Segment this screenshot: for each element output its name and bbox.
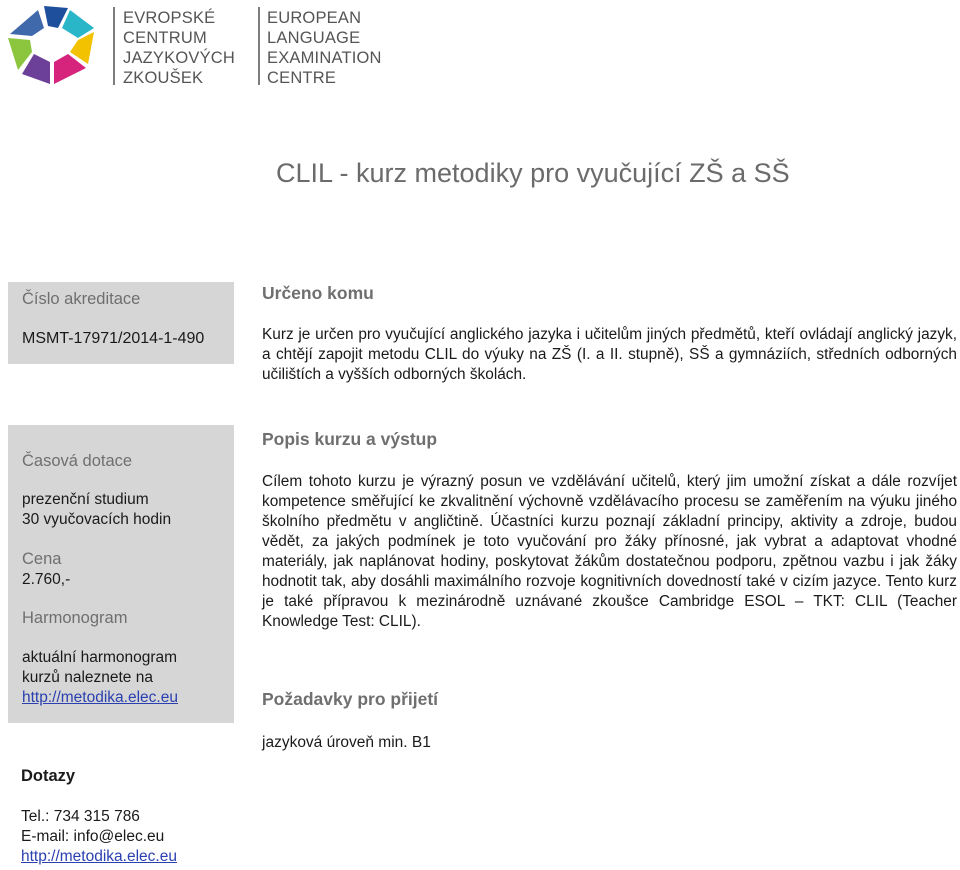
time-line-1: prezenční studium bbox=[22, 491, 149, 508]
logo-line: LANGUAGE bbox=[267, 29, 361, 47]
logo-line: CENTRUM bbox=[123, 29, 207, 47]
accreditation-number: MSMT-17971/2014-1-490 bbox=[22, 330, 205, 347]
requirements-heading: Požadavky pro přijetí bbox=[262, 689, 439, 709]
logo-line: CENTRE bbox=[267, 69, 337, 87]
logo-divider bbox=[258, 7, 260, 85]
logo-line: EVROPSKÉ bbox=[123, 9, 216, 27]
logo-text-en bbox=[267, 8, 382, 88]
description-heading: Popis kurzu a výstup bbox=[262, 429, 438, 449]
contact-phone: Tel.: 734 315 786 bbox=[21, 808, 140, 825]
schedule-line-2: kurzů naleznete na bbox=[22, 669, 153, 686]
logo-text-cz bbox=[123, 8, 235, 88]
time-label: Časová dotace bbox=[22, 452, 133, 470]
target-heading: Určeno komu bbox=[262, 283, 374, 303]
contact-heading: Dotazy bbox=[21, 767, 76, 785]
schedule-line-1: aktuální harmonogram bbox=[22, 649, 178, 666]
description-text: Cílem tohoto kurzu je výrazný posun ve vzdělávání učitelů, který jim umožní získat a dále rozvíjet kompetence směřující ke zkvalitnění výchovně vzdělávacího procesu se zaměřením na výuku jiného školního předmětu v angličtině. Účastníci kurzu poznají základní principy, aktivity a zdroje, budou vědět, za jakých podmínek je toto vyučování pro žáky přínosné, jak vybrat a adaptovat vhodné materiály, jak naplánovat hodiny, poskytovat žákům dostatečnou podporu, zpětnou vazbu i jak žáky hodnotit tak, aby dosáhli maximálního rozvoje kognitivních dovedností také v cizím jazyce. Tento kurz je také přípravou k mezinárodně uznávané zkoušce Cambridge ESOL – TKT: CLIL (Teacher Knowledge Test: CLIL). bbox=[262, 473, 957, 630]
logo-divider bbox=[113, 7, 115, 85]
time-line-2: 30 vyučovacích hodin bbox=[22, 511, 172, 528]
contact-email: E-mail: info@elec.eu bbox=[21, 828, 165, 845]
accreditation-box bbox=[8, 282, 234, 364]
elec-logo-icon bbox=[4, 2, 100, 88]
target-text: Kurz je určen pro vyučující anglického jazyka i učitelům jiných předmětů, kteří ovládají anglický jazyk, a chtějí zapojit metodu CLIL do výuky na ZŠ (I. a II. stupně), SŠ a gymnáziích, středních odborných učilištích a vyšších odborných školách. bbox=[262, 326, 957, 383]
accreditation-label: Číslo akreditace bbox=[22, 290, 141, 308]
page-title: CLIL - kurz metodiky pro vyučující ZŠ a SŠ bbox=[276, 158, 790, 188]
logo-line: EXAMINATION bbox=[267, 49, 382, 67]
price-value: 2.760,- bbox=[22, 571, 71, 588]
price-label: Cena bbox=[22, 550, 62, 568]
schedule-link[interactable]: http://metodika.elec.eu bbox=[22, 689, 178, 706]
contact-link[interactable]: http://metodika.elec.eu bbox=[21, 848, 177, 865]
logo-line: EUROPEAN bbox=[267, 9, 362, 27]
logo-line: JAZYKOVÝCH bbox=[123, 49, 236, 67]
course-info-box bbox=[8, 425, 234, 723]
requirements-text: jazyková úroveň min. B1 bbox=[262, 734, 431, 751]
schedule-label: Harmonogram bbox=[22, 609, 128, 627]
logo-line: ZKOUŠEK bbox=[123, 69, 204, 87]
